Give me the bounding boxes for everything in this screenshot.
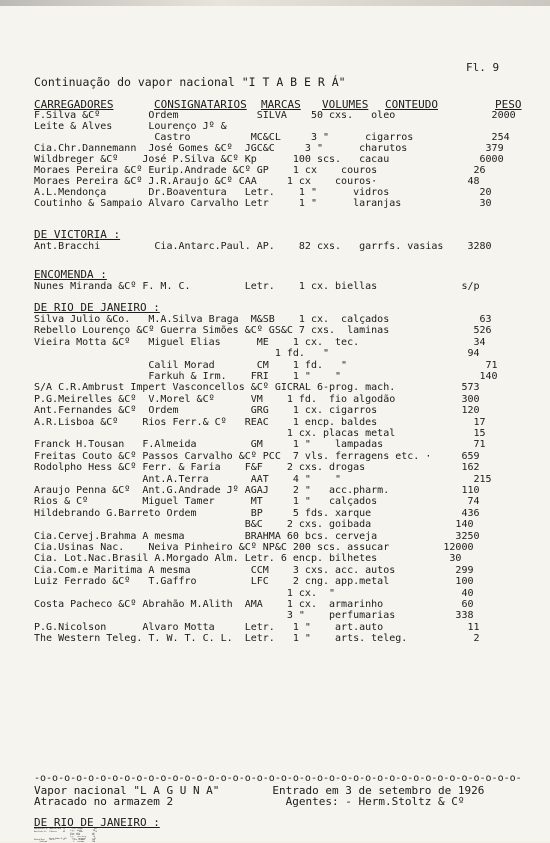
section-encomenda: ENCOMENDA : [34,268,107,281]
manifest-row: 1 cx. " 40 [34,587,474,599]
manifest-row: Cia.Chr.Dannemann José Gomes &Cº JGC&C 3 " charutos 379 [34,143,504,154]
manifest-row: Herm.Stoltz &Cº J.Moreira HM 1 " mach. 14 [34,832,97,834]
section-rio-2: DE RIO DE JANEIRO : [34,816,160,829]
manifest-row: Ant.Bracchi Cia.Antarc.Paul. AP. 82 cxs. garrfs. vasias 3280 [34,241,492,252]
col-header-consignatarios: CONSIGNATARIOS [154,98,247,111]
manifest-row: 1 bca. colla 60 [34,833,95,835]
col-header-carregadores: CARREGADORES [34,98,114,111]
manifest-row: Richard Meyer Lion &Cº GL 3 arm. caçambas 3343 [34,840,96,842]
col-header-conteudo: CONTEUDO [385,98,438,111]
manifest-row: 1 cx. arts.ferrg. 63 [34,837,96,838]
manifest-row: P.G.Nicolson Alvaro Motta Letr. 1 " art.auto 11 [34,621,480,633]
manifest-row: Silva Julio &Co. M.A.Silva Braga M&SB 1 cx. calçados 63 [34,314,492,325]
scan-edge [0,0,550,6]
manifest-row: 1 fd. " 94 [34,348,480,360]
manifest-row: Farkuh & Irm. FRI 1 " " 140 [34,371,498,382]
manifest-row: Hildebrando G.Barreto Ordem BP 5 fds. xarque 436 [34,507,480,519]
manifest-row: Moraes Pereira &Cº J.R.Araujo &Cº CAA 1 cx couros· 48 [34,176,480,187]
manifest-row: Freitas Couto &Cº Passos Carvalho &Cº PCC 7 vls. ferragens etc. · 659 [34,450,480,462]
manifest-row: Moraes Pereira &Cº Eurip.Andrade &Cº GP 1 cx couros 26 [34,165,486,176]
manifest-row: 4 bcs. tinta 300 [34,835,95,837]
arrival-vessel: Vapor nacional "L A G U N A" Entrado em 3 de setembro de 1926 [34,784,485,797]
arrival-berth: Atracado no armazem 2 Agentes: - Herm.Stoltz & Cº [34,795,465,808]
manifest-row: (Continua) 5 estrados 2194 [34,841,96,843]
manifest-row: Vieira Motta &Cº Miguel Elias ME 1 cx. tec. 34 [34,336,486,348]
manifest-row: The Western Teleg. T. W. T. C. L. Letr. 1 " arts. teleg. 2 [34,633,480,645]
manifest-row: Guerra Simões &Cº GSC 1 cx. maçanetas 32 [34,838,96,840]
manifest-row: A.R.Lisboa &Cº Rios Ferr.& Cº REAC 1 encp. baldes 17 [34,416,486,428]
col-header-volumes: VOLUMES [322,98,369,111]
manifest-row: S/A C.R.Ambrust Impert Vasconcellos &Cº GICRAL 6-prog. mach. 573 [34,382,480,394]
col-header-marcas: MARCAS [261,98,301,111]
col-header-peso: PESO [495,98,522,111]
manifest-row: Ant.Fernandes &Cº Ordem GRG 1 cx. cigarros 120 [34,405,480,417]
manifest-row: Cia. Lot.Nac.Brasil A.Morgado Alm. Letr. 6 encp. bilhetes 30 [34,553,462,565]
manifest-row: Rodolpho Hess &Cº Ferr. & Faria F&F 2 cxs. drogas 162 [34,462,480,474]
manifest-row: 3 " perfumarias 338 [34,610,474,622]
folio-number: Fl. 9 [466,61,500,74]
manifest-row: Costa Pacheco &Cº Abrahão M.Alith AMA 1 cx. armarinho 60 [34,599,474,610]
manifest-row: B&C 2 cxs. goibada 140 [34,519,474,531]
manifest-row: Rios & Cº Miguel Tamer MT 1 " calçados 74 [34,496,480,508]
manifest-row: Rodolpho Hess &Cº Lamartine Rosa LR 9 cxs. drogas 695 [34,829,97,830]
manifest-row: Wildbreger &Cº José P.Silva &Cº Kp 100 scs. cacau 6000 [34,154,504,165]
manifest-row: Nunes Miranda &Cº F. M. C. Letr. 1 cx. biellas s/p [34,281,480,292]
manifest-row: A.L.Mendonça Dr.Boaventura Letr. 1 " vidros 20 [34,187,492,198]
manifest-row: Franck H.Tousan F.Almeida GM 1 " lampadas 71 [34,439,486,451]
manifest-row: Castro MC&CL 3 " cigarros 254 [34,132,510,143]
page-title: Continuação do vapor nacional "I T A B E R Á" [34,75,346,89]
section-victoria: DE VICTORIA : [34,228,121,241]
manifest-row: F.Silva &Cº Ordem SILVA 50 cxs. oleo 2000 [34,110,516,121]
manifest-row: P.G.Meirelles &Cº V.Morel &Cº VM 1 fd. fio algodão 300 [34,393,480,405]
manifest-row: 1 cx. vidros 128 [34,830,96,832]
manifest-row: Araujo Penna &Cº Ant.G.Andrade Jº AGAJ 2 " acc.pharm. 110 [34,485,480,496]
manifest-row: Coutinho & Sampaio Alvaro Carvalho Letr 1 " laranjas 30 [34,198,492,209]
manifest-row: Rebello Lourenço &Cº Guerra Simões &Cº GS&C 7 cxs. laminas 526 [34,325,492,337]
manifest-row: 1 cx. placas metal 15 [34,428,486,439]
separator-line: -o-o-o-o-o-o-o-o-o-o-o-o-o-o-o-o-o-o-o-o-o-o-o-o-o-o-o-o-o-o-o-o-o-o-o-o-o-o-o-o- [34,773,522,784]
manifest-row: Cia.Cervej.Brahma A mesma BRAHMA 60 bcs. cerveja 3250 [34,530,480,542]
manifest-row: Cia.Usinas Nac. Neiva Pinheiro &Cº NP&C 200 scs. assucar 12000 [34,542,474,553]
manifest-row: Ant.A.Terra AAT 4 " " 215 [34,473,492,485]
manifest-row: Luiz Ferrado &Cº T.Gaffro LFC 2 cng. app.metal 100 [34,576,474,588]
manifest-row: Leite & Alves Lourenço Jº & [34,121,227,132]
manifest-row: Calil Morad CM 1 fd. " 71 [34,359,498,371]
section-rio-1: DE RIO DE JANEIRO : [34,301,160,314]
manifest-row: Cia.Com.e Maritima A mesma CCM 3 cxs. acc. autos 299 [34,564,474,576]
